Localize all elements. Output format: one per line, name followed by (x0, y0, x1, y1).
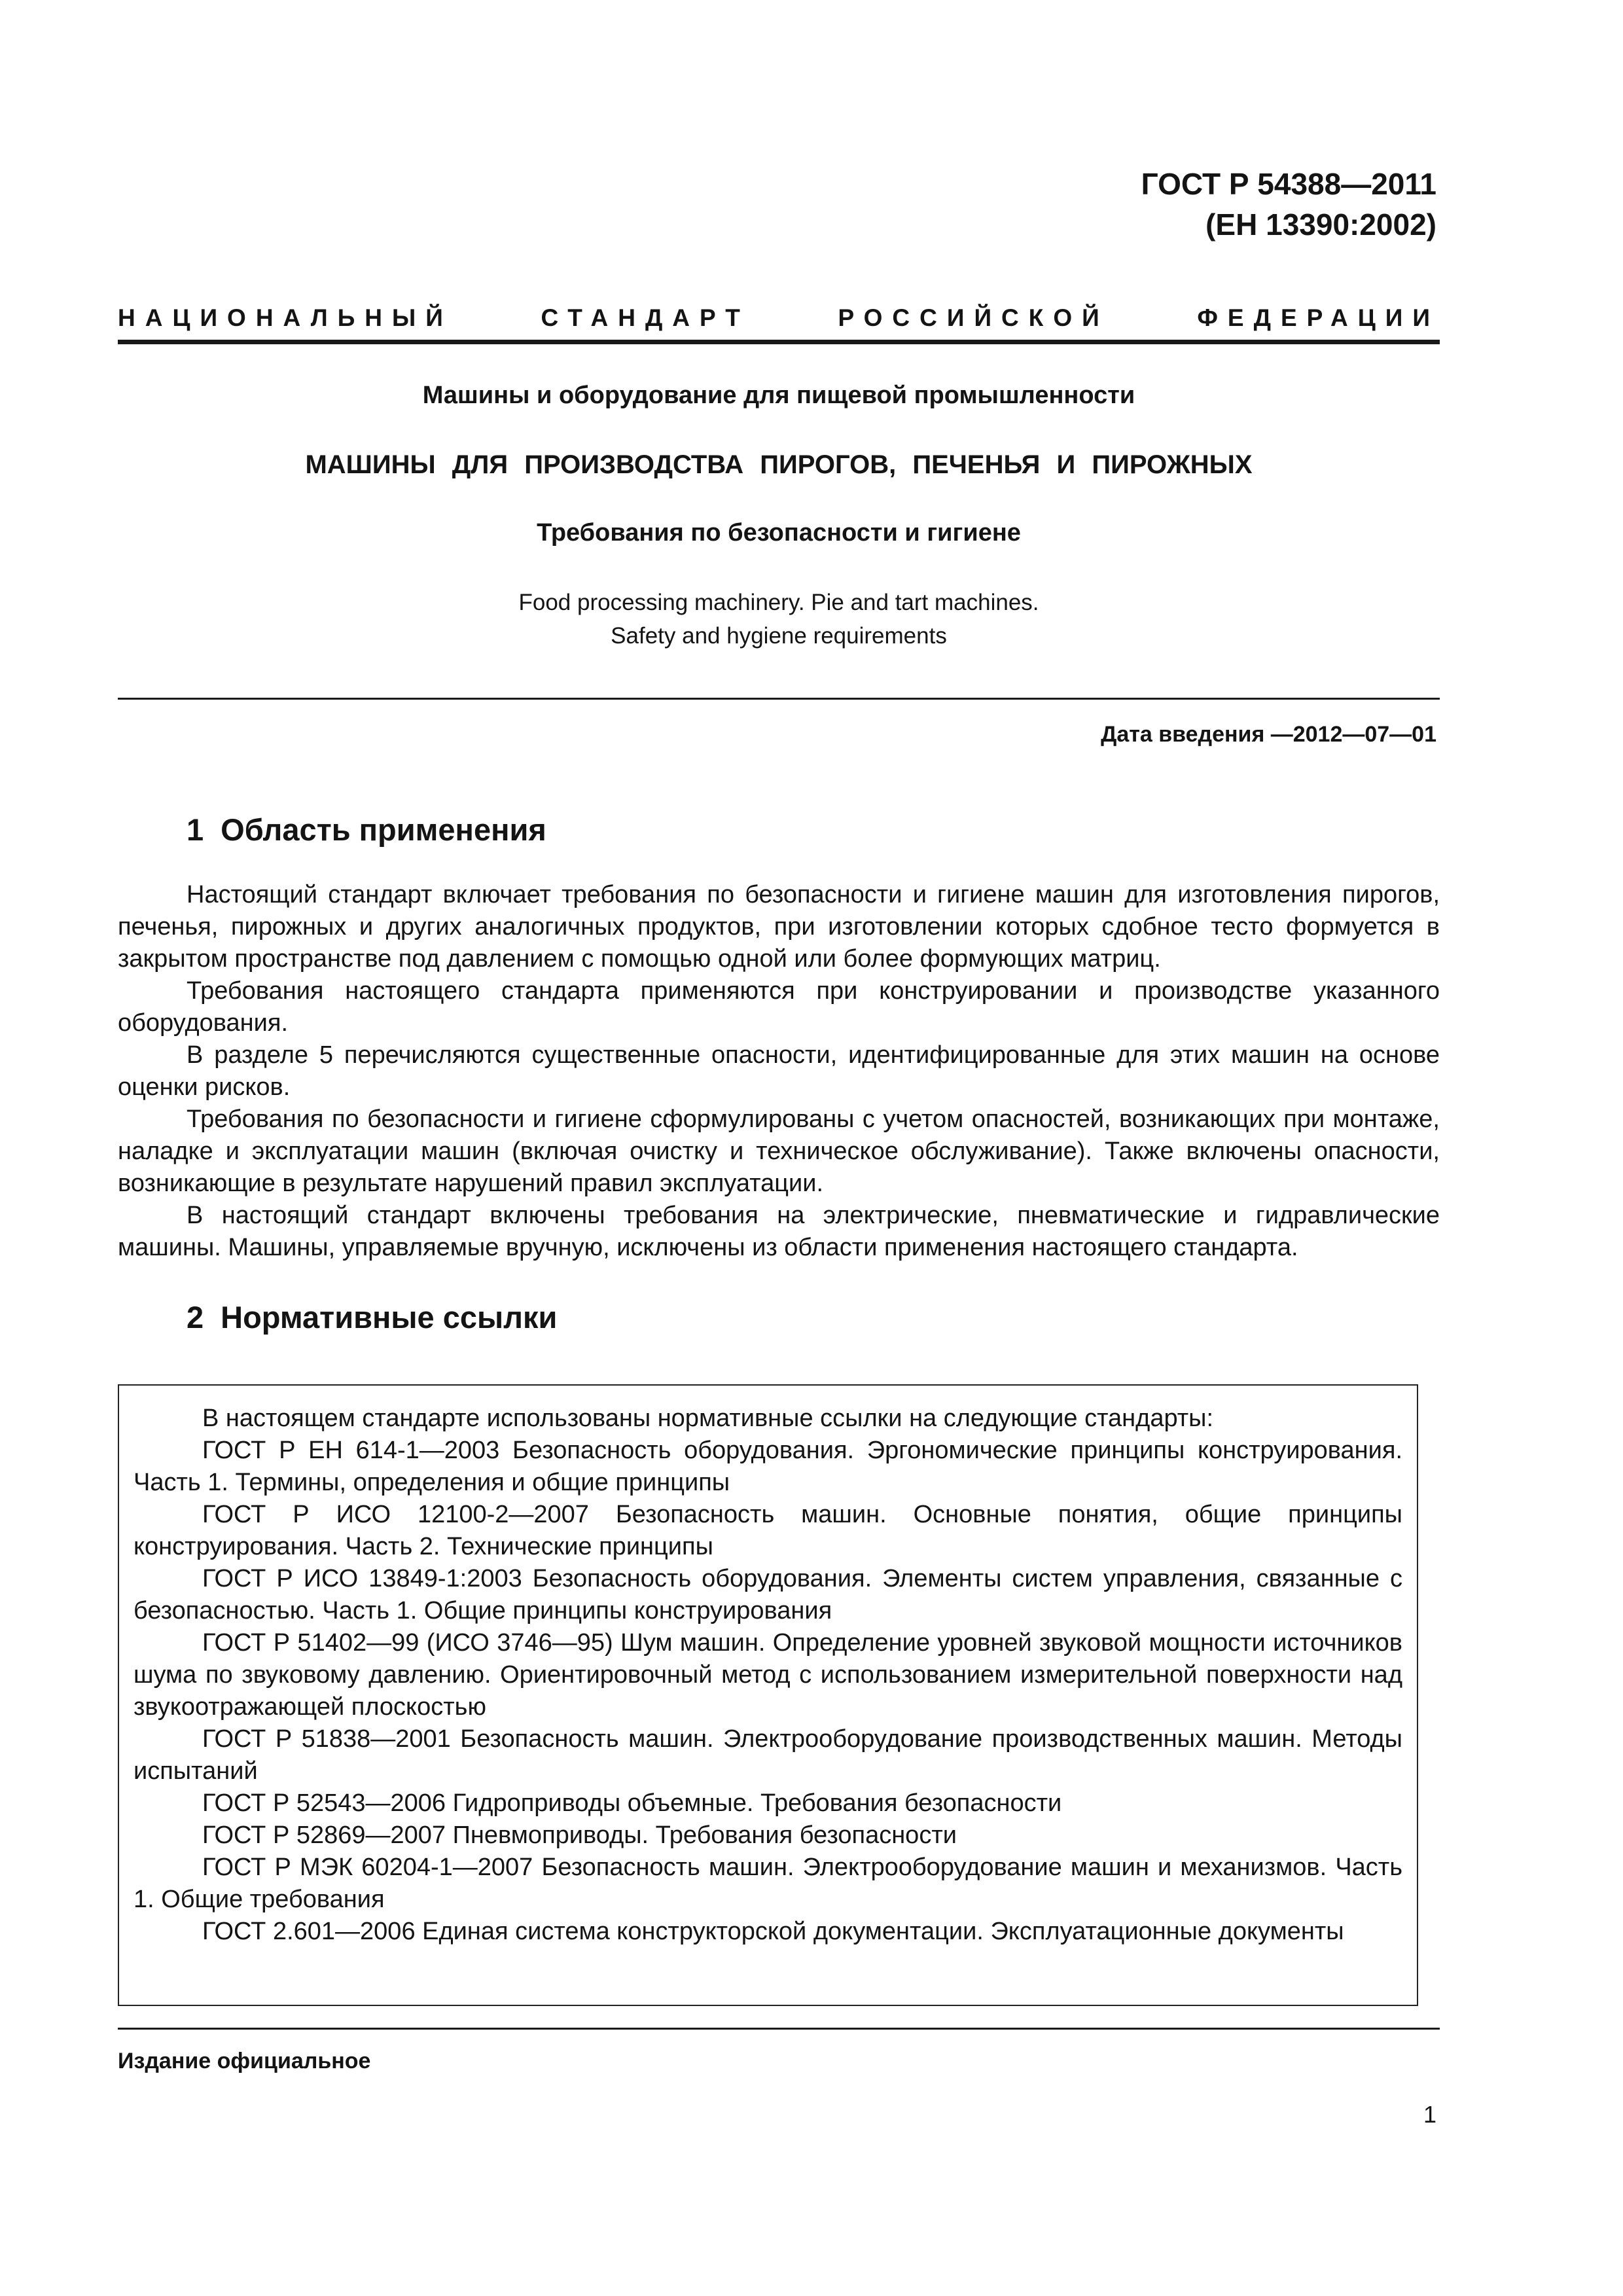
english-title-line: Safety and hygiene requirements (611, 623, 947, 649)
category-title: Машины и оборудование для пищевой промышленности (422, 382, 1135, 409)
official-edition-label: Издание официальное (118, 2049, 371, 2073)
introduction-date: Дата введения —2012—07—01 (1101, 722, 1436, 747)
reference-item: ГОСТ Р ЕН 614-1—2003 Безопасность оборудования. Эргономические принципы конструирования. Часть 1. Термины, определения и общие принципы (134, 1437, 1402, 1496)
english-title-line: Food processing machinery. Pie and tart machines. (518, 590, 1039, 615)
reference-item: ГОСТ Р 52543—2006 Гидроприводы объемные. Требования безопасности (202, 1789, 1062, 1817)
section-1-heading (187, 812, 546, 848)
title-block-rule (118, 698, 1440, 700)
section-title: Область применения (221, 812, 546, 847)
paragraph: В разделе 5 перечисляются существенные опасности, идентифицированные для этих машин на основе оценки рисков. (118, 1041, 1440, 1101)
section-number: 1 (187, 812, 204, 847)
reference-item: ГОСТ 2.601—2006 Единая система конструкторской документации. Эксплуатационные документы (202, 1918, 1344, 1945)
banner-word: РОССИЙСКОЙ (838, 304, 1109, 331)
paragraph: В настоящий стандарт включены требования на электрические, пневматические и гидравлические машины. Машины, управляемые вручную, исключены из области применения настоящего стандарта. (118, 1202, 1440, 1261)
section-1-body (118, 879, 1440, 1264)
banner-word: НАЦИОНАЛЬНЫЙ (118, 304, 453, 331)
reference-item: ГОСТ Р 52869—2007 Пневмоприводы. Требования безопасности (202, 1821, 957, 1849)
section-2-heading (187, 1299, 557, 1335)
standard-code-gost: ГОСТ Р 54388—2011 (1141, 167, 1436, 201)
reference-item: ГОСТ Р ИСО 12100-2—2007 Безопасность машин. Основные понятия, общие принципы конструирования. Часть 2. Технические принципы (134, 1501, 1402, 1560)
reference-item: ГОСТ Р МЭК 60204-1—2007 Безопасность машин. Электрооборудование машин и механизмов. Часть 1. Общие требования (134, 1854, 1402, 1913)
banner-word: СТАНДАРТ (541, 304, 750, 331)
section-number: 2 (187, 1300, 204, 1335)
banner-rule (118, 340, 1440, 344)
reference-item: ГОСТ Р 51402—99 (ИСО 3746—95) Шум машин. Определение уровней звуковой мощности источников шума по звуковому давлению. Ориентировочный метод с использованием измерительной поверхности над звукоотражающей плоскостью (134, 1629, 1402, 1721)
banner-word: ФЕДЕРАЦИИ (1197, 304, 1440, 331)
paragraph: Настоящий стандарт включает требования по безопасности и гигиене машин для изготовления пирогов, печенья, пирожных и других аналогичных продуктов, при изготовлении которых сдобное тесто формуется в закрытом пространстве под давлением с помощью одной или более формующих матриц. (118, 881, 1440, 973)
normative-references-box (118, 1384, 1418, 2006)
footer-rule (118, 2028, 1440, 2030)
standard-code (1141, 164, 1436, 245)
document-subtitle: Требования по безопасности и гигиене (537, 519, 1021, 547)
english-title (118, 586, 1440, 653)
reference-item: ГОСТ Р 51838—2001 Безопасность машин. Электрооборудование производственных машин. Методы испытаний (134, 1725, 1402, 1785)
paragraph: Требования по безопасности и гигиене сформулированы с учетом опасностей, возникающих при монтаже, наладке и эксплуатации машин (включая очистку и техническое обслуживание). Также включены опасности, возникающие в результате нарушений правил эксплуатации. (118, 1105, 1440, 1197)
page-number: 1 (1423, 2101, 1436, 2128)
national-standard-banner (118, 304, 1440, 332)
reference-item: ГОСТ Р ИСО 13849-1:2003 Безопасность оборудования. Элементы систем управления, связанные с безопасностью. Часть 1. Общие принципы конструирования (134, 1565, 1402, 1624)
document-title: МАШИНЫ ДЛЯ ПРОИЗВОДСТВА ПИРОГОВ, ПЕЧЕНЬЯ И ПИРОЖНЫХ (305, 450, 1253, 479)
paragraph: Требования настоящего стандарта применяются при конструировании и производстве указанного оборудования. (118, 977, 1440, 1037)
section-title: Нормативные ссылки (221, 1300, 558, 1335)
reference-item: В настоящем стандарте использованы нормативные ссылки на следующие стандарты: (202, 1405, 1214, 1432)
standard-code-en: (ЕН 13390:2002) (1205, 207, 1436, 242)
